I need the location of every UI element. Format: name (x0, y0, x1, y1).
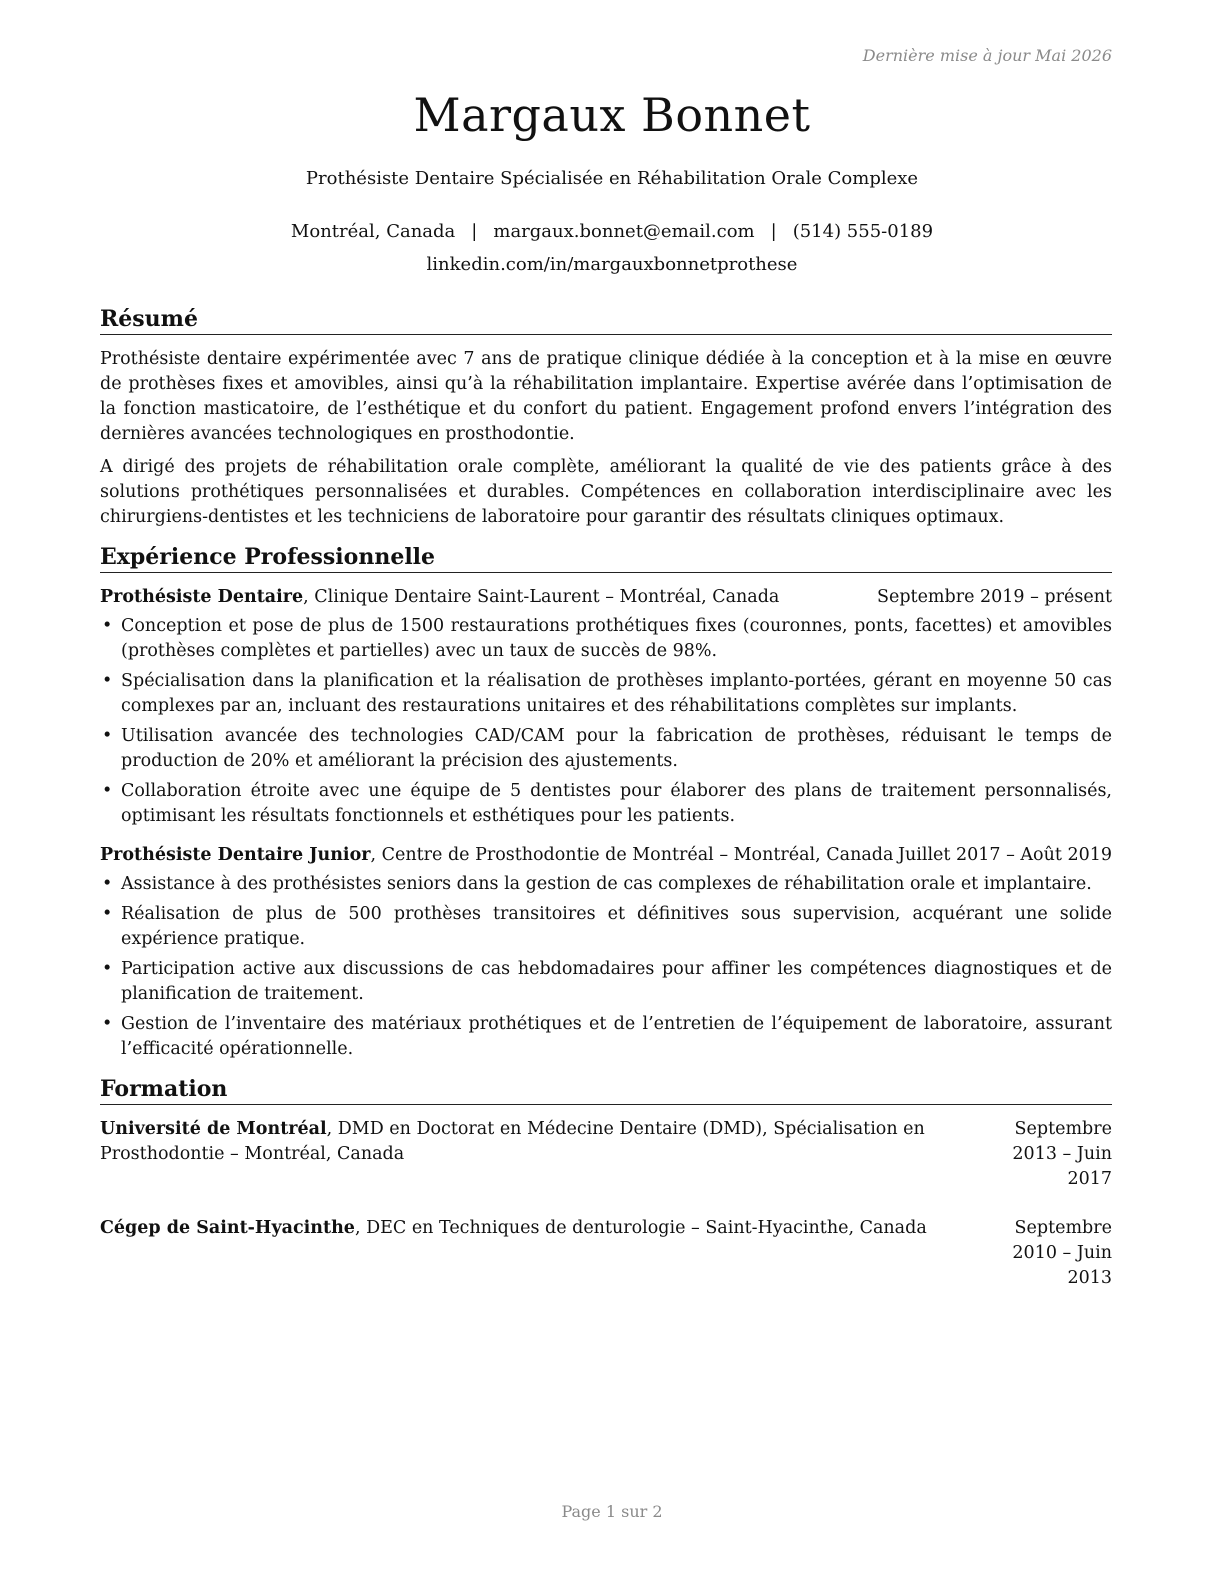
job-bullet: • Conception et pose de plus de 1500 restaurations prothétiques fixes (couronnes, ponts, facettes) et amovibles (prothèses complètes et partielles) avec un taux de succès de 98%. (100, 614, 1112, 664)
job-bullet: • Spécialisation dans la planification et la réalisation de prothèses implanto-portées, gérant en moyenne 50 cas complexes par an, incluant des restaurations unitaires et des réhabilitations complètes sur implants. (100, 669, 1112, 719)
education-detail: , DMD en Doctorat en Médecine Dentaire (DMD), Spécialisation en Prosthodontie – Montréal, Canada (100, 1119, 925, 1164)
contact-email[interactable]: margaux.bonnet@email.com (493, 221, 755, 242)
job-bullet: • Assistance à des prothésistes seniors dans la gestion de cas complexes de réhabilitation orale et implantaire. (100, 872, 1112, 897)
job-bullet: • Utilisation avancée des technologies CAD/CAM pour la fabrication de prothèses, réduisant le temps de production de 20% et améliorant la précision des ajustements. (100, 724, 1112, 774)
resume-body (100, 306, 1112, 1315)
job-title-line (100, 585, 779, 610)
job-bullets (100, 872, 1112, 1062)
job-bullet: • Gestion de l’inventaire des matériaux prothétiques et de l’entretien de l’équipement de laboratoire, assurant l’efficacité opérationnelle. (100, 1012, 1112, 1062)
contact-phone: (514) 555-0189 (792, 221, 934, 242)
section-title-experience: Expérience Professionnelle (100, 544, 1112, 573)
last-updated: Dernière mise à jour Mai 2026 (862, 46, 1112, 65)
job-bullets (100, 614, 1112, 829)
summary-paragraph: A dirigé des projets de réhabilitation orale complète, améliorant la qualité de vie des patients grâce à des solutions prothétiques personnalisées et durables. Compétences en collaboration interdisciplinaire avec les chirurgiens-dentistes et les techniciens de laboratoire pour garantir des résultats cliniques optimaux. (100, 457, 1112, 527)
summary-section (100, 306, 1112, 530)
job-entry (100, 585, 1112, 829)
section-title-education: Formation (100, 1076, 1112, 1105)
experience-section (100, 544, 1112, 1062)
education-dates: Septembre 2013 – Juin 2017 (1012, 1119, 1112, 1189)
education-school: Université de Montréal (100, 1119, 327, 1139)
education-school: Cégep de Saint-Hyacinthe (100, 1218, 355, 1238)
education-entry (100, 1117, 1112, 1192)
summary-paragraph: Prothésiste dentaire expérimentée avec 7 ans de pratique clinique dédiée à la conception et à la mise en œuvre de prothèses fixes et amovibles, ainsi qu’à la réhabilitation implantaire. Expertise avérée dans l’optimisation de la fonction masticatoire, de l’esthétique et du confort du patient. Engagement profond envers l’intégration des dernières avancées technologiques en prosthodontie. (100, 349, 1112, 444)
job-organization: , Centre de Prosthodontie de Montréal – Montréal, Canada (370, 845, 894, 865)
candidate-tagline: Prothésiste Dentaire Spécialisée en Réhabilitation Orale Complexe (305, 168, 919, 189)
job-title-line (100, 843, 893, 868)
education-detail: , DEC en Techniques de denturologie – Saint-Hyacinthe, Canada (354, 1218, 927, 1238)
job-bullet: • Participation active aux discussions de cas hebdomadaires pour affiner les compétences diagnostiques et de planification de traitement. (100, 957, 1112, 1007)
job-dates: Septembre 2019 – présent (877, 587, 1112, 607)
education-dates: Septembre 2010 – Juin 2013 (1012, 1218, 1112, 1288)
contact-line (0, 221, 1224, 242)
job-dates: Juillet 2017 – Août 2019 (897, 845, 1112, 865)
contact-separator: | (770, 221, 777, 242)
job-organization: , Clinique Dentaire Saint-Laurent – Montréal, Canada (303, 587, 780, 607)
job-role: Prothésiste Dentaire (100, 587, 304, 607)
job-header (100, 585, 1112, 610)
education-description (100, 1117, 980, 1192)
page-number: Page 1 sur 2 (561, 1502, 663, 1521)
job-bullet: • Réalisation de plus de 500 prothèses transitoires et définitives sous supervision, acquérant une solide expérience pratique. (100, 902, 1112, 952)
job-entry (100, 843, 1112, 1062)
job-bullet: • Collaboration étroite avec une équipe de 5 dentistes pour élaborer des plans de traitement personnalisés, optimisant les résultats fonctionnels et esthétiques pour les patients. (100, 779, 1112, 829)
job-header (100, 843, 1112, 868)
education-section (100, 1076, 1112, 1291)
contact-location: Montréal, Canada (290, 221, 456, 242)
education-entry (100, 1216, 1112, 1291)
contact-separator: | (471, 221, 478, 242)
job-role: Prothésiste Dentaire Junior (100, 845, 371, 865)
education-description (100, 1216, 980, 1291)
candidate-name: Margaux Bonnet (413, 88, 811, 142)
contact-linkedin[interactable]: linkedin.com/in/margauxbonnetprothese (426, 254, 798, 275)
section-title-summary: Résumé (100, 306, 1112, 335)
